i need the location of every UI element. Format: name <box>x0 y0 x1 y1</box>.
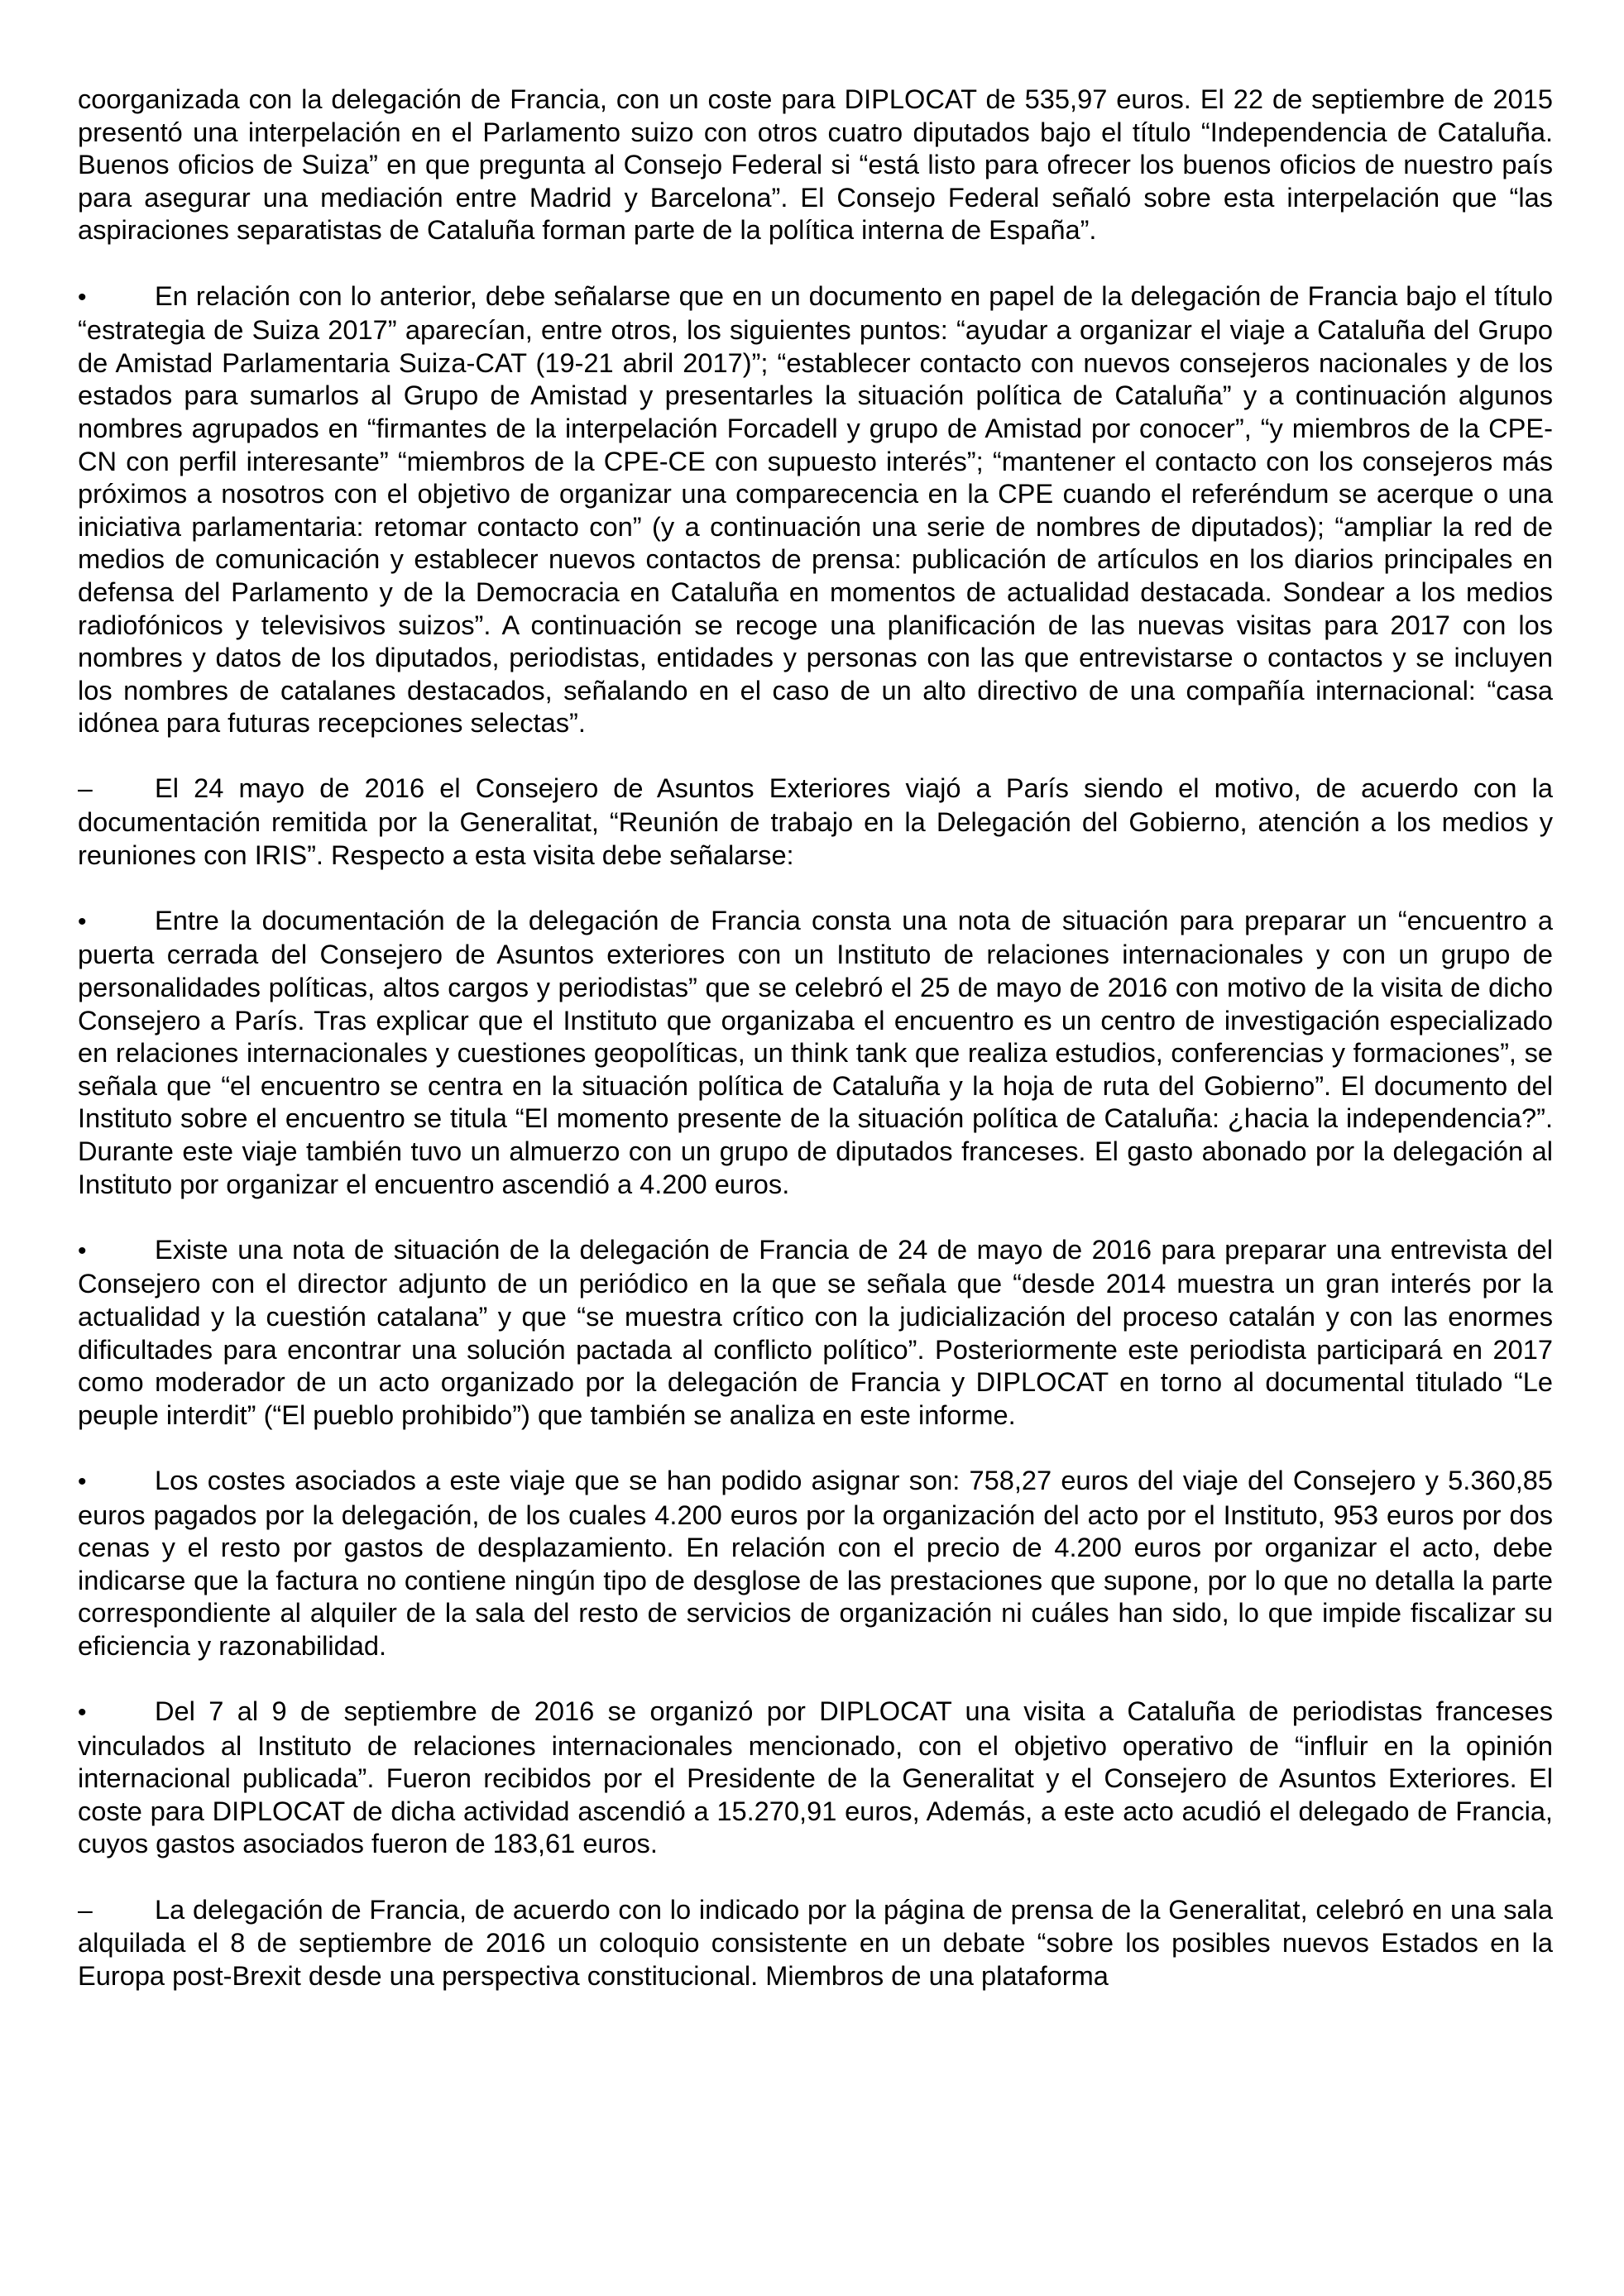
paragraph-text: El 24 mayo de 2016 el Consejero de Asuntos Exteriores viajó a París siendo el motivo, de acuerdo con la documentación remitida por la Generalitat, “Reunión de trabajo en la Delegación del Gobierno, atención a los medios y reuniones con IRIS”. Respecto a esta visita debe señalarse: <box>78 773 1553 870</box>
bullet-icon: • <box>78 907 87 935</box>
dash-icon: – <box>78 1894 93 1925</box>
bullet-paragraph <box>78 1464 1553 1662</box>
bullet-icon: • <box>78 1236 87 1265</box>
bullet-paragraph <box>78 1233 1553 1432</box>
bullet-icon: • <box>78 1467 87 1495</box>
bullet-paragraph <box>78 1695 1553 1860</box>
paragraph-text: Existe una nota de situación de la delegación de Francia de 24 de mayo de 2016 para preparar una entrevista del Consejero con el director adjunto de un periódico en la que se señala que “desde 2014 muestra un gran interés por la actualidad y la cuestión catalana” y que “se muestra crítico con la judicialización del proceso catalán y con las enormes dificultades para encontrar una solución pactada al conflicto político”. Posteriormente este periodista participará en 2017 como moderador de un acto organizado por la delegación de Francia y DIPLOCAT en torno al documental titulado “Le peuple interdit” (“El pueblo prohibido”) que también se analiza en este informe. <box>78 1233 1553 1430</box>
paragraph-text: En relación con lo anterior, debe señalarse que en un documento en papel de la delegación de Francia bajo el título “estrategia de Suiza 2017” aparecían, entre otros, los siguientes puntos: “ayudar a organizar el viaje a Cataluña del Grupo de Amistad Parlamentaria Suiza-CAT (19-21 abril 2017)”; “establecer contacto con nuevos consejeros nacionales y de los estados para sumarlos al Grupo de Amistad y presentarles la situación política de Cataluña” y a continuación algunos nombres agrupados en “firmantes de la interpelación Forcadell y grupo de Amistad por conocer”, “y miembros de la CPE-CN con perfil interesante” “miembros de la CPE-CE con supuesto interés”; “mantener el contacto con los consejeros más próximos a nosotros con el objetivo de organizar una comparecencia en la CPE cuando el referéndum se acerque o una iniciativa parlamentaria: retomar contacto con” (y a continuación una serie de nombres de diputados); “ampliar la red de medios de comunicación y establecer nuevos contactos de prensa: publicación de artículos en los diarios principales en defensa del Parlamento y de la Democracia en Cataluña en momentos de actualidad destacada. Sondear a los medios radiofónicos y televisivos suizos”. A continuación se recoge una planificación de las nuevas visitas para 2017 con los nombres y datos de los diputados, periodistas, entidades y personas con las que entrevistarse o contactos y se incluyen los nombres de catalanes destacados, señalando en el caso de un alto directivo de una compañía internacional: “casa idónea para futuras recepciones selectas”. <box>78 280 1553 739</box>
paragraph-continuation <box>78 83 1553 246</box>
dash-paragraph <box>78 772 1553 871</box>
dash-icon: – <box>78 773 93 804</box>
bullet-paragraph <box>78 280 1553 739</box>
paragraph-text: Del 7 al 9 de septiembre de 2016 se organizó por DIPLOCAT una visita a Cataluña de periodistas franceses vinculados al Instituto de relaciones internacionales mencionado, con el objetivo operativo de “influir en la opinión internacional publicada”. Fueron recibidos por el Presidente de la Generalitat y el Consejero de Asuntos Exteriores. El coste para DIPLOCAT de dicha actividad ascendió a 15.270,91 euros, Además, a este acto acudió el delegado de Francia, cuyos gastos asociados fueron de 183,61 euros. <box>78 1696 1553 1859</box>
dash-paragraph <box>78 1893 1553 1992</box>
document-page <box>78 83 1553 2025</box>
bullet-icon: • <box>78 283 87 311</box>
bullet-paragraph <box>78 904 1553 1200</box>
paragraph-text: Los costes asociados a este viaje que se han podido asignar son: 758,27 euros del viaje del Consejero y 5.360,85 euros pagados por la delegación, de los cuales 4.200 euros por la organización del acto por el Instituto, 953 euros por dos cenas y el resto por gastos de desplazamiento. En relación con el precio de 4.200 euros por organizar el acto, debe indicarse que la factura no contiene ningún tipo de desglose de las prestaciones que supone, por lo que no detalla la parte correspondiente al alquiler de la sala del resto de servicios de organización ni cuáles han sido, lo que impide fiscalizar su eficiencia y razonabilidad. <box>78 1464 1553 1661</box>
paragraph-text: Entre la documentación de la delegación de Francia consta una nota de situación para preparar un “encuentro a puerta cerrada del Consejero de Asuntos exteriores con un Instituto de relaciones internacionales y con un grupo de personalidades políticas, altos cargos y periodistas” que se celebró el 25 de mayo de 2016 con motivo de la visita de dicho Consejero a París. Tras explicar que el Instituto que organizaba el encuentro es un centro de investigación especializado en relaciones internacionales y cuestiones geopolíticas, un think tank que realiza estudios, conferencias y formaciones”, se señala que “el encuentro se centra en la situación política de Cataluña y la hoja de ruta del Gobierno”. El documento del Instituto sobre el encuentro se titula “El momento presente de la situación política de Cataluña: ¿hacia la independencia?”. Durante este viaje también tuvo un almuerzo con un grupo de diputados franceses. El gasto abonado por la delegación al Instituto por organizar el encuentro ascendió a 4.200 euros. <box>78 904 1553 1199</box>
bullet-icon: • <box>78 1699 87 1727</box>
paragraph-text: coorganizada con la delegación de Francia, con un coste para DIPLOCAT de 535,97 euros. El 22 de septiembre de 2015 presentó una interpelación en el Parlamento suizo con otros cuatro diputados bajo el título “Independencia de Cataluña. Buenos oficios de Suiza” en que pregunta al Consejo Federal si “está listo para ofrecer los buenos oficios de nuestro país para asegurar una mediación entre Madrid y Barcelona”. El Consejo Federal señaló sobre esta interpelación que “las aspiraciones separatistas de Cataluña forman parte de la política interna de España”. <box>78 84 1553 246</box>
paragraph-text: La delegación de Francia, de acuerdo con lo indicado por la página de prensa de la Generalitat, celebró en una sala alquilada el 8 de septiembre de 2016 un coloquio consistente en un debate “sobre los posibles nuevos Estados en la Europa post-Brexit desde una perspectiva constitucional. Miembros de una plataforma <box>78 1893 1553 1991</box>
